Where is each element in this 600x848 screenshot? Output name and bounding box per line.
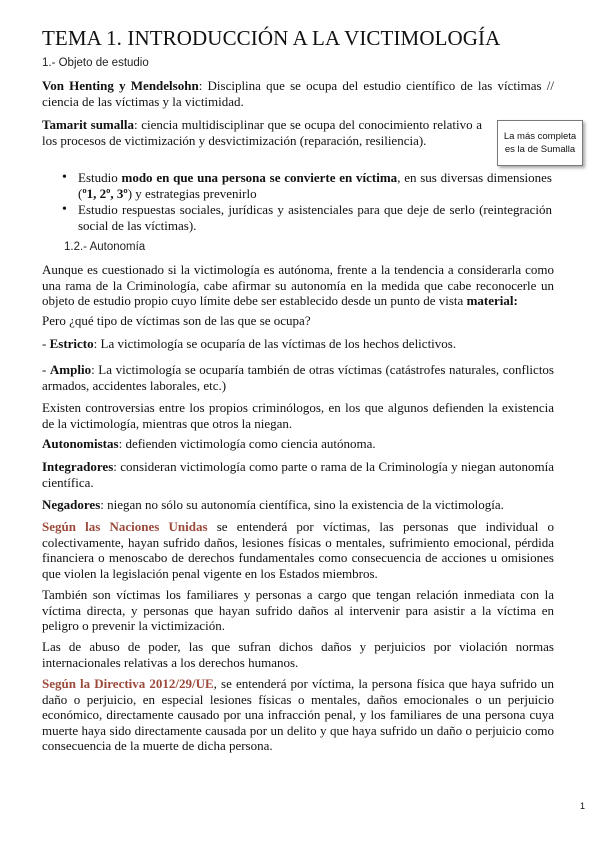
term-text: : consideran victimología como parte o rama de la Criminología y niegan autonomía científica.	[42, 459, 554, 490]
definition-tamarit	[42, 117, 482, 148]
definition-directiva	[42, 676, 554, 754]
side-note	[497, 120, 583, 166]
term: Estricto	[49, 336, 94, 351]
term-text: : La victimología se ocuparía también de otras víctimas (catástrofes naturales, conflictos armados, accidentes laborales, etc.)	[42, 362, 554, 393]
definition-estricto	[42, 336, 552, 352]
term-text: : La victimología se ocuparía de las víctimas de los hechos delictivos.	[93, 336, 457, 351]
dash: -	[42, 336, 50, 351]
definition-autonomistas	[42, 436, 552, 452]
definition-text: : ciencia multidisciplinar que se ocupa del conocimiento relativo a los procesos de victimización y desvictimización (reparación, resiliencia).	[42, 117, 483, 148]
bullet-text: Estudio respuestas sociales, jurídicas y asistenciales para que deje de serlo (reintegración social de las víctimas).	[78, 202, 552, 233]
paragraph-question: Pero ¿qué tipo de víctimas son de las que se ocupa?	[42, 313, 311, 328]
paragraph-bold: material:	[466, 293, 518, 308]
author-name: Von Henting y Mendelsohn	[42, 78, 199, 93]
bullet-text: , en sus diversas dimensiones (	[78, 170, 552, 201]
list-item	[58, 202, 552, 233]
accent-term: Según las Naciones Unidas	[42, 519, 208, 534]
section-heading-autonomia: 1.2.- Autonomía	[64, 241, 146, 253]
list-item	[58, 170, 552, 201]
definition-text: : Disciplina que se ocupa del estudio científico de las víctimas // ciencia de las víctimas y la victimidad.	[42, 78, 555, 109]
section-heading-objeto: 1.- Objeto de estudio	[42, 57, 149, 69]
term-text: , se entenderá por víctima, la persona física que haya sufrido un daño o perjuicio, en especial lesiones físicas o mentales, daños emocionales o un perjuicio económico, directamente causado por una infracción penal, y los familiares de una persona cuya muerte haya sido directamente causada por un delito y que haya sufrido un daño o perjuicio como consecuencia de la muerte de dicha persona.	[42, 676, 554, 753]
definition-negadores	[42, 497, 552, 513]
term-text: : defienden victimología como ciencia autónoma.	[118, 436, 376, 451]
paragraph-text: Aunque es cuestionado si la victimología es autónoma, frente a la tendencia a considerarla como una rama de la Criminología, cabe afirmar su autonomía en la medida que cabe reconocerle un objeto de estudio propio cuyo límite debe ser establecido desde un punto de vista	[42, 262, 554, 308]
bullet-list	[58, 170, 552, 234]
bullet-text: Estudio	[78, 170, 122, 185]
paragraph-autonomia	[42, 262, 554, 309]
term: Integradores	[42, 459, 114, 474]
definition-integradores	[42, 459, 554, 490]
paragraph-familiares: También son víctimas los familiares y personas a cargo que tengan relación inmediata con la víctima directa, y personas que hayan sufrido daños al intervenir para asistir a la víctima en peligro o prevenir la victimización.	[42, 587, 554, 633]
term-text: se entenderá por víctimas, las personas que individual o colectivamente, hayan sufrido daños, lesiones físicas o mentales, sufrimiento emocional, pérdida financiera o menoscabo de derechos fundamentales como consecuencia de acciones u omisiones que violen la legislación penal vigente en los Estados miembros.	[42, 519, 554, 581]
page-number: 1	[580, 801, 586, 811]
term: Autonomistas	[42, 436, 119, 451]
accent-term: Según la Directiva 2012/29/UE	[42, 676, 214, 691]
definition-naciones-unidas	[42, 519, 554, 581]
term-text: : niegan no sólo su autonomía científica, sino la existencia de la victimología.	[100, 497, 504, 512]
page-title: TEMA 1. INTRODUCCIÓN A LA VICTIMOLOGÍA	[42, 26, 501, 50]
paragraph-controversias: Existen controversias entre los propios criminólogos, en los que algunos defienden la existencia de la victimología, mientras que otros la niegan.	[42, 400, 554, 431]
definition-von-henting	[42, 78, 554, 109]
bullet-bold: º1, 2º, 3º	[82, 185, 128, 201]
paragraph-abuso: Las de abuso de poder, las que sufran dichos daños y perjuicios por violación normas internacionales relativas a los derechos humanos.	[42, 639, 554, 670]
definition-amplio	[42, 362, 554, 393]
dash: -	[42, 362, 50, 377]
bullet-bold: modo en que una persona se convierte en víctima	[121, 170, 398, 185]
term: Amplio	[49, 362, 92, 377]
bullet-text: ) y estrategias prevenirlo	[127, 185, 257, 201]
side-note-text: La más completa es la de Sumalla	[503, 131, 577, 155]
term: Negadores	[42, 497, 101, 512]
author-name: Tamarit sumalla	[42, 117, 134, 132]
